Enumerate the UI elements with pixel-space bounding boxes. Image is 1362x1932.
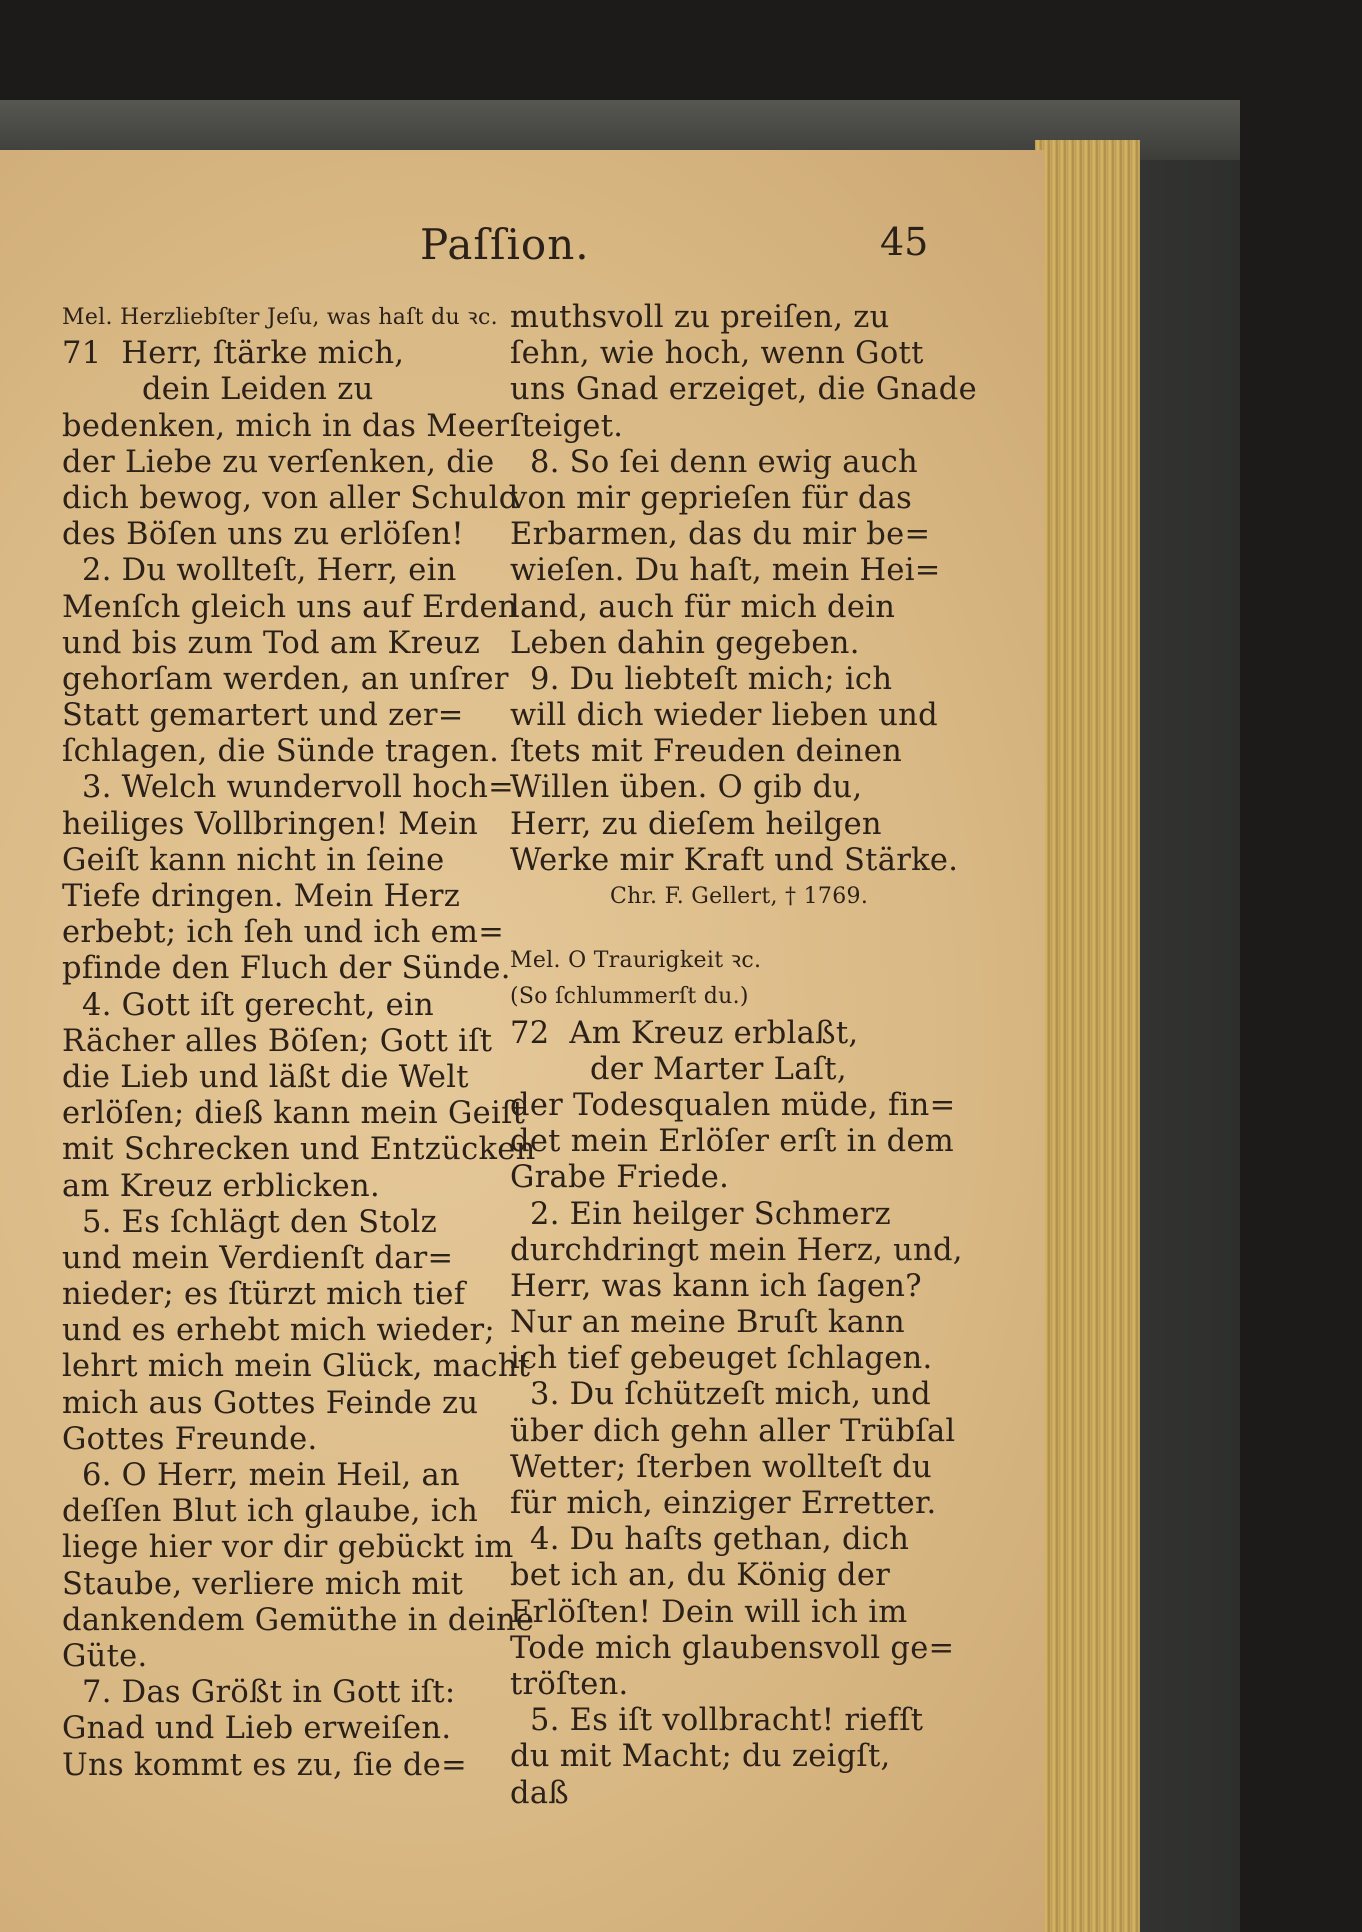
right-column <box>510 300 977 1812</box>
text-line: ſtets mit Freuden deinen <box>510 734 903 770</box>
text-line: muthsvoll zu preiſen, zu <box>510 300 890 335</box>
left-column <box>62 300 536 1784</box>
text-line: tröſten. <box>510 1666 629 1702</box>
text-line: lehrt mich mein Glück, macht <box>62 1349 531 1385</box>
text-line: ſchlagen, die Sünde tragen. <box>62 734 500 770</box>
text-line: Grabe Friede. <box>510 1160 730 1196</box>
text-line: 6. O Herr, mein Heil, an <box>62 1458 460 1493</box>
text-line: 4. Du haſts gethan, dich <box>510 1522 910 1558</box>
page-number: 45 <box>880 220 929 264</box>
text-line: der Todesqualen müde, fin= <box>510 1087 956 1123</box>
text-line: deſſen Blut ich glaube, ich <box>62 1494 479 1530</box>
text-line: land, auch für mich dein <box>510 589 896 625</box>
text-line: ich tief gebeuget ſchlagen. <box>510 1341 933 1377</box>
text-line: (So ſchlummerſt du.) <box>510 984 749 1010</box>
text-line: ſehn, wie hoch, wenn Gott <box>510 336 924 372</box>
text-line: Herr, zu dieſem heilgen <box>510 806 882 842</box>
text-line: und es erhebt mich wieder; <box>62 1313 495 1349</box>
text-line: Güte. <box>62 1638 148 1674</box>
text-line: des Böſen uns zu erlöſen! <box>62 517 464 553</box>
text-line: mit Schrecken und Entzücken <box>62 1132 536 1168</box>
text-line: liege hier vor dir gebückt im <box>62 1530 514 1566</box>
text-line: Werke mir Kraft und Stärke. <box>510 842 959 878</box>
text-line: für mich, einziger Erretter. <box>510 1486 937 1521</box>
text-line: bet ich an, du König der <box>510 1558 891 1594</box>
text-line: der Marter Laſt, <box>510 1051 847 1087</box>
text-line: mich aus Gottes Feinde zu <box>62 1385 479 1421</box>
text-line: pfinde den Fluch der Sünde. <box>62 951 511 987</box>
text-line: will dich wieder lieben und <box>510 698 938 734</box>
text-line: Wetter; ſterben wollteſt du <box>510 1449 932 1485</box>
text-line: durchdringt mein Herz, und, <box>510 1232 963 1268</box>
text-line: 3. Du ſchützeſt mich, und <box>510 1377 931 1413</box>
text-line: du mit Macht; du zeigſt, <box>510 1739 891 1775</box>
text-line: Uns kommt es zu, ſie de= <box>62 1747 467 1783</box>
text-line: uns Gnad erzeiget, die Gnade <box>510 372 977 408</box>
book-page <box>0 150 1045 1932</box>
text-line: von mir geprieſen für das <box>510 480 913 516</box>
text-line: Mel. Herzliebſter Jeſu, was haſt du ꝛc. <box>62 305 498 330</box>
text-line: bedenken, mich in das Meer <box>62 408 510 444</box>
text-line: Gnad und Lieb erweiſen. <box>62 1711 452 1747</box>
text-line: 2. Du wollteſt, Herr, ein <box>62 553 457 589</box>
text-line: 3. Welch wundervoll hoch= <box>62 770 515 806</box>
text-line: Nur an meine Bruſt kann <box>510 1305 905 1341</box>
text-line: Erlöſten! Dein will ich im <box>510 1594 908 1630</box>
text-line: dankendem Gemüthe in deine <box>62 1602 535 1638</box>
text-line: 4. Gott iſt gerecht, ein <box>62 987 434 1023</box>
text-line: daß <box>510 1775 569 1811</box>
text-line: Erbarmen, das du mir be= <box>510 517 931 553</box>
text-line: 72 Am Kreuz erblaßt, <box>510 1015 859 1051</box>
text-line: 5. Es ſchlägt den Stolz <box>62 1204 437 1240</box>
running-title: Paſſion. <box>420 220 590 269</box>
text-line: gehorſam werden, an unſrer <box>62 661 509 697</box>
text-line: 2. Ein heilger Schmerz <box>510 1196 892 1232</box>
text-line: erlöſen; dieß kann mein Geiſt <box>62 1096 526 1132</box>
text-line: nieder; es ſtürzt mich tief <box>62 1277 466 1313</box>
page-header <box>0 220 1045 280</box>
text-line: 5. Es iſt vollbracht! riefſt <box>510 1703 924 1739</box>
text-line: det mein Erlöſer erſt in dem <box>510 1124 955 1160</box>
text-line: Menſch gleich uns auf Erden <box>62 589 518 625</box>
text-line: Tode mich glaubensvoll ge= <box>510 1630 955 1666</box>
text-line: 7. Das Größt in Gott iſt: <box>62 1675 456 1711</box>
text-line: Leben dahin gegeben. <box>510 625 860 661</box>
text-line: 9. Du liebteſt mich; ich <box>510 661 893 697</box>
text-line: Rächer alles Böſen; Gott iſt <box>62 1023 493 1059</box>
text-line: über dich gehn aller Trübſal <box>510 1413 956 1449</box>
text-line: Willen üben. O gib du, <box>510 770 863 806</box>
text-line: Statt gemartert und zer= <box>62 698 464 734</box>
text-line: Mel. O Traurigkeit ꝛc. <box>510 948 762 974</box>
text-line <box>510 915 940 943</box>
text-line: Geiſt kann nicht in ſeine <box>62 842 445 878</box>
text-line: Chr. F. Gellert, † 1769. <box>610 884 869 909</box>
text-line: erbebt; ich ſeh und ich em= <box>62 915 505 951</box>
text-line: 71 Herr, ſtärke mich, <box>62 336 405 372</box>
text-line: der Liebe zu verſenken, die <box>62 444 495 480</box>
text-line: dein Leiden zu <box>62 372 374 408</box>
text-line: und bis zum Tod am Kreuz <box>62 625 481 661</box>
text-line: wieſen. Du haſt, mein Hei= <box>510 553 941 589</box>
text-line: ſteiget. <box>510 408 624 444</box>
text-line: Herr, was kann ich ſagen? <box>510 1268 922 1304</box>
text-line: 8. So ſei denn ewig auch <box>510 444 918 480</box>
text-line: heiliges Vollbringen! Mein <box>62 806 479 842</box>
text-line: Gottes Freunde. <box>62 1421 318 1457</box>
text-line: Tiefe dringen. Mein Herz <box>62 879 461 914</box>
text-line: dich bewog, von aller Schuld <box>62 480 519 516</box>
text-line: am Kreuz erblicken. <box>62 1168 380 1204</box>
text-line: Staube, verliere mich mit <box>62 1566 464 1602</box>
gilded-page-edge <box>1035 140 1140 1932</box>
text-line: die Lieb und läßt die Welt <box>62 1059 469 1095</box>
text-line: und mein Verdienſt dar= <box>62 1240 454 1276</box>
